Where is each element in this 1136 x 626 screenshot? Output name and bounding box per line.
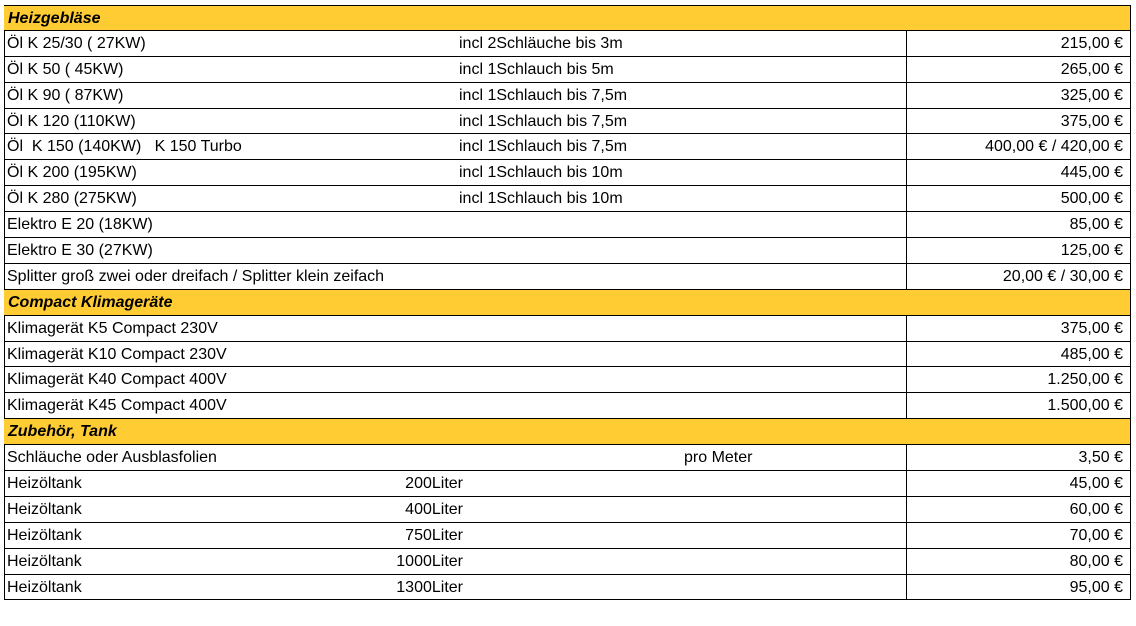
item-description: Klimagerät K10 Compact 230V — [7, 345, 227, 363]
item-price: 485,00 € — [906, 342, 1131, 367]
item-unit: pro Meter — [684, 449, 753, 467]
item-description: Heizöltank — [7, 552, 82, 570]
item-description: Öl K 120 (110KW) — [7, 112, 136, 130]
price-row — [4, 367, 1131, 393]
price-row — [4, 549, 1131, 575]
category-zubehoer-tank — [4, 419, 1131, 445]
item-capacity: 1300Liter — [396, 578, 463, 596]
category-title: Compact Klimageräte — [8, 293, 173, 311]
item-description: Heizöltank — [7, 578, 82, 596]
item-description: Heizöltank — [7, 475, 82, 493]
item-description: Elektro E 30 (27KW) — [7, 242, 153, 260]
item-detail: incl 1Schlauch bis 5m — [459, 60, 614, 78]
item-price: 500,00 € — [906, 186, 1131, 211]
price-row — [4, 523, 1131, 549]
item-description: Klimagerät K45 Compact 400V — [7, 397, 227, 415]
item-price: 375,00 € — [906, 109, 1131, 134]
category-compact-klimageraete — [4, 290, 1131, 316]
item-description: Öl K 50 ( 45KW) — [7, 60, 124, 78]
price-row — [4, 31, 1131, 57]
price-sheet — [4, 5, 1131, 600]
price-row — [4, 575, 1131, 601]
item-price: 3,50 € — [906, 445, 1131, 470]
price-row — [4, 160, 1131, 186]
price-row — [4, 393, 1131, 419]
item-description: Öl K 90 ( 87KW) — [7, 86, 124, 104]
price-row — [4, 497, 1131, 523]
item-price: 125,00 € — [906, 238, 1131, 263]
item-price: 70,00 € — [906, 523, 1131, 548]
item-capacity: 750Liter — [405, 526, 463, 544]
item-detail: incl 1Schlauch bis 7,5m — [459, 138, 628, 156]
item-price: 215,00 € — [906, 31, 1131, 56]
item-description: Klimagerät K5 Compact 230V — [7, 319, 218, 337]
price-row — [4, 109, 1131, 135]
item-description: Heizöltank — [7, 526, 82, 544]
item-price: 1.250,00 € — [906, 367, 1131, 392]
item-price: 445,00 € — [906, 160, 1131, 185]
price-row — [4, 264, 1131, 290]
item-price: 95,00 € — [906, 575, 1131, 600]
item-description: Heizöltank — [7, 500, 82, 518]
category-title: Heizgebläse — [8, 10, 101, 27]
item-description: Splitter groß zwei oder dreifach / Splitter klein zeifach — [7, 267, 385, 285]
item-price: 85,00 € — [906, 212, 1131, 237]
item-description: Öl K 200 (195KW) — [7, 164, 137, 182]
price-row — [4, 342, 1131, 368]
item-price: 265,00 € — [906, 57, 1131, 82]
item-detail: incl 2Schläuche bis 3m — [459, 34, 623, 52]
item-capacity: 400Liter — [405, 500, 463, 518]
category-title: Zubehör, Tank — [8, 423, 117, 441]
item-price: 400,00 € / 420,00 € — [906, 134, 1131, 159]
item-price: 1.500,00 € — [906, 393, 1131, 418]
item-detail: incl 1Schlauch bis 7,5m — [459, 112, 628, 130]
item-price: 80,00 € — [906, 549, 1131, 574]
item-description: Elektro E 20 (18KW) — [7, 216, 153, 234]
item-detail: incl 1Schlauch bis 10m — [459, 190, 623, 208]
item-price: 45,00 € — [906, 471, 1131, 496]
price-row — [4, 134, 1131, 160]
category-heizgeblaese — [4, 5, 1131, 31]
price-row — [4, 238, 1131, 264]
price-row — [4, 57, 1131, 83]
item-capacity: 1000Liter — [396, 552, 463, 570]
item-price: 325,00 € — [906, 83, 1131, 108]
price-row — [4, 83, 1131, 109]
item-capacity: 200Liter — [405, 475, 463, 493]
item-description: Öl K 280 (275KW) — [7, 190, 137, 208]
item-detail: incl 1Schlauch bis 7,5m — [459, 86, 628, 104]
price-row — [4, 186, 1131, 212]
item-description: Klimagerät K40 Compact 400V — [7, 371, 227, 389]
item-price: 20,00 € / 30,00 € — [906, 264, 1131, 289]
price-row — [4, 316, 1131, 342]
item-price: 375,00 € — [906, 316, 1131, 341]
item-price: 60,00 € — [906, 497, 1131, 522]
item-detail: incl 1Schlauch bis 10m — [459, 164, 623, 182]
price-row — [4, 212, 1131, 238]
item-description: Öl K 150 (140KW) K 150 Turbo — [7, 138, 242, 156]
price-row — [4, 471, 1131, 497]
item-description: Öl K 25/30 ( 27KW) — [7, 34, 146, 52]
item-description: Schläuche oder Ausblasfolien — [7, 449, 217, 467]
price-row — [4, 445, 1131, 471]
